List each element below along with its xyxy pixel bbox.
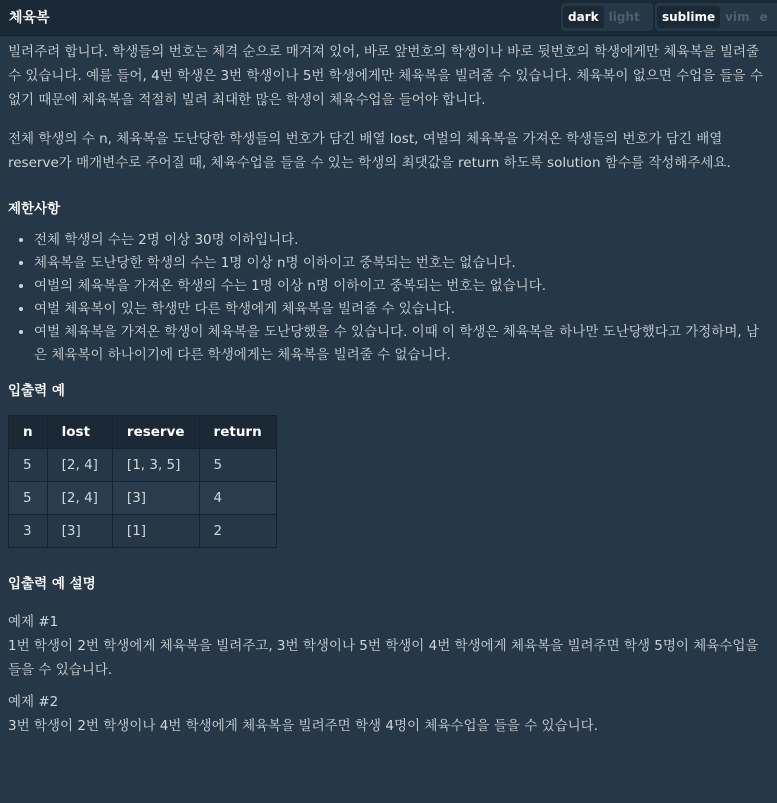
cell-return: 5 — [199, 449, 276, 482]
problem-title: 체육복 — [9, 10, 50, 26]
col-header-n: n — [9, 416, 48, 449]
description-paragraph-2: 전체 학생의 수 n, 체육복을 도난당한 학생들의 번호가 담긴 배열 lost, 여벌의 체육복을 가져온 학생들의 번호가 담긴 배열 reserve가 매개변수로 주어질 때, 체육수업을 들을 수 있는 학생의 최댓값을 return 하도록 solution 함수를 작성해주세요. — [8, 131, 731, 171]
description-paragraph-1: 빌려주려 합니다. 학생들의 번호는 체격 순으로 매겨져 있어, 바로 앞번호의 학생이나 바로 뒷번호의 학생에게만 체육복을 빌려줄 수 있습니다. 예를 들어, 4번 학생은 3번 학생이나 5번 학생에게만 체육복을 빌려줄 수 있습니다. 체육복이 없으면 수업을 들을 수 없기 때문에 체육복을 적절히 빌려 최대한 많은 학생이 체육수업을 들어야 합니다. — [8, 44, 763, 108]
cell-reserve: [3] — [112, 482, 199, 515]
table-row — [9, 482, 277, 515]
cell-n: 5 — [9, 482, 48, 515]
cell-return: 2 — [199, 515, 276, 548]
cell-reserve: [1, 3, 5] — [112, 449, 199, 482]
explanation-heading: 입출력 예 설명 — [8, 576, 96, 592]
theme-light-button[interactable]: light — [608, 10, 640, 24]
problem-description — [8, 40, 768, 746]
keymap-toggle — [655, 3, 777, 31]
io-heading: 입출력 예 — [8, 383, 65, 399]
cell-reserve: [1] — [112, 515, 199, 548]
table-row — [9, 449, 277, 482]
constraint-item: • 여벌 체육복을 가져온 학생이 체육복을 도난당했을 수 있습니다. 이때 이 학생은 체육복을 하나만 도난당했다고 가정하며, 남은 체육복이 하나이기에 다른 학생에게는 체육복을 빌려줄 수 없습니다. — [34, 321, 768, 367]
problem-header — [0, 0, 777, 36]
constraint-item: • 전체 학생의 수는 2명 이상 30명 이하입니다. — [34, 229, 768, 252]
constraint-item: • 여벌 체육복이 있는 학생만 다른 학생에게 체육복을 빌려줄 수 있습니다. — [34, 298, 768, 321]
col-header-lost: lost — [47, 416, 112, 449]
constraints-heading: 제한사항 — [8, 201, 61, 217]
io-table — [8, 415, 277, 548]
example-1-title: 예제 #1 — [8, 614, 59, 630]
cell-n: 3 — [9, 515, 48, 548]
keymap-vim-button[interactable]: vim — [725, 10, 750, 24]
example-2-text: 3번 학생이 2번 학생이나 4번 학생에게 체육복을 빌려주면 학생 4명이 체육수업을 들을 수 있습니다. — [8, 718, 598, 734]
table-row — [9, 515, 277, 548]
theme-toggle — [561, 3, 653, 31]
keymap-sublime-button[interactable]: sublime — [657, 6, 720, 28]
constraint-item: • 체육복을 도난당한 학생의 수는 1명 이상 n명 이하이고 중복되는 번호는 없습니다. — [34, 252, 768, 275]
constraints-list — [8, 229, 768, 367]
cell-lost: [2, 4] — [47, 449, 112, 482]
col-header-reserve: reserve — [112, 416, 199, 449]
theme-dark-button[interactable]: dark — [563, 6, 604, 28]
cell-lost: [2, 4] — [47, 482, 112, 515]
table-header-row — [9, 416, 277, 449]
example-2-title: 예제 #2 — [8, 694, 59, 710]
keymap-emacs-button[interactable]: e — [759, 10, 768, 24]
cell-lost: [3] — [47, 515, 112, 548]
constraint-item: • 여벌의 체육복을 가져온 학생의 수는 1명 이상 n명 이하이고 중복되는 번호는 없습니다. — [34, 275, 768, 298]
col-header-return: return — [199, 416, 276, 449]
example-1-text: 1번 학생이 2번 학생에게 체육복을 빌려주고, 3번 학생이나 5번 학생이 4번 학생에게 체육복을 빌려주면 학생 5명이 체육수업을 들을 수 있습니다. — [8, 638, 759, 678]
cell-return: 4 — [199, 482, 276, 515]
cell-n: 5 — [9, 449, 48, 482]
